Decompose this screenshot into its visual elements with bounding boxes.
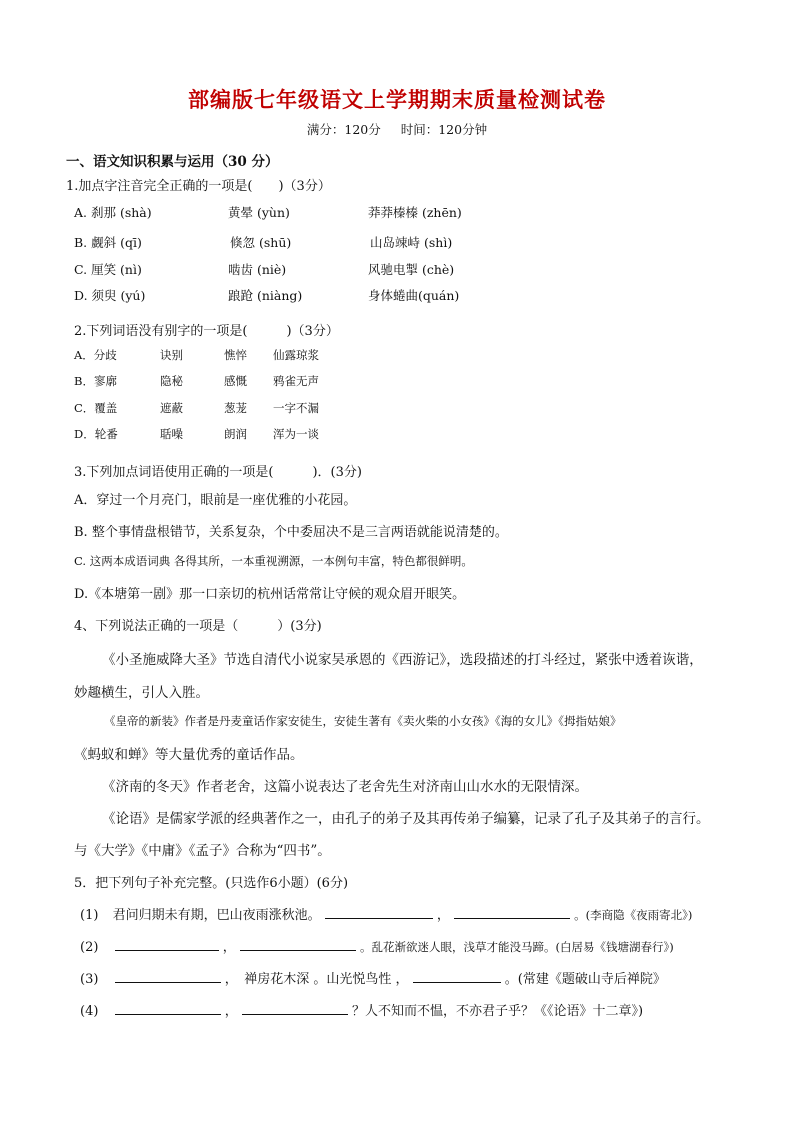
q1-opt-d1: D. 须臾 (yú) [74, 288, 146, 303]
full-score: 满分：120分 [306, 122, 381, 137]
q4-para1-line1: 《小圣施威降大圣》节选自清代小说家吴承恩的《西游记》，选段描述的打斗经过，紧张中透着诙谐， [102, 652, 703, 668]
q2-opt-a2: 诀别 [160, 348, 183, 362]
exam-info [0, 120, 794, 138]
q2-opt-a4: 仙露琼浆 [273, 348, 319, 362]
q1-opt-d3: 身体蜷曲(quán) [368, 288, 460, 303]
q4-stem: 4、下列说法正确的一项是（ ）(3分) [74, 619, 322, 634]
q2-opt-d2: 聒噪 [160, 427, 183, 441]
q2-stem: 2.下列词语没有别字的一项是( )（3分） [74, 324, 339, 339]
q3-opt-b: B. 整个事情盘根错节，关系复杂，个中委屈决不是三言两语就能说清楚的。 [74, 525, 508, 540]
q3-stem: 3.下列加点词语使用正确的一项是( )．(3分) [74, 465, 362, 480]
q5-line2-text: 。乱花渐欲迷人眼，浅草才能没马蹄。(白居易《钱塘湖春行》) [360, 940, 674, 954]
q1-opt-a2: 黄晕 (yùn) [228, 205, 290, 220]
q5-line-3 [80, 968, 666, 987]
q2-opt-d4: 浑为一谈 [273, 427, 319, 441]
q5-line1-blank-a[interactable] [325, 906, 433, 919]
q5-line1-blank-b[interactable] [454, 906, 570, 919]
q5-line4-text: ？人不知而不愠，不亦君子乎？《《论语》十二章》) [352, 1004, 644, 1019]
q2-opt-b2: 隐秘 [160, 374, 183, 388]
q1-opt-c1: C. 厘笑 (nì) [74, 262, 142, 277]
q2-opt-d3: 朗润 [224, 427, 247, 441]
q2-opt-a3: 憔悴 [224, 348, 247, 362]
q5-line-2 [80, 936, 674, 955]
q5-stem: 5．把下列句子补充完整。(只选作6小题）(6分) [74, 876, 349, 891]
q2-opt-c3: 葱茏 [224, 401, 247, 415]
q1-opt-b1: B. 觑斜 (qī) [74, 235, 142, 250]
q5-line4-sep: ， [224, 1004, 238, 1019]
q1-opt-c3: 风驰电掣 (chè) [368, 262, 455, 277]
q4-para2-line1: 《皇帝的新装》作者是丹麦童话作家安徒生，安徒生著有《卖火柴的小女孩》《海的女儿》《拇指姑娘》 [104, 714, 622, 728]
exam-time: 时间：120分钟 [400, 122, 488, 137]
q2-opt-b4: 鸦雀无声 [273, 374, 319, 388]
q3-opt-a: A．穿过一个月亮门，眼前是一座优雅的小花园。 [74, 493, 357, 508]
q5-line4-num: (4) [80, 1004, 99, 1019]
q1-opt-b3: 山岛竦峙 (shì) [370, 235, 453, 250]
q1-opt-b2: 倏忽 (shū) [230, 235, 292, 250]
q2-opt-b1: B．寥廓 [74, 374, 117, 388]
q5-line1-source: 。(李商隐《夜雨寄北》) [574, 908, 693, 922]
q5-line2-sep: ， [222, 940, 236, 955]
q5-line1-num: (1) [80, 908, 99, 923]
q1-opt-d2: 踉跄 (niàng) [228, 288, 303, 303]
q5-line2-num: (2) [80, 940, 99, 955]
q5-line4-blank-b[interactable] [242, 1002, 348, 1015]
q4-para2-line2: 《蚂蚁和蝉》等大量优秀的童话作品。 [74, 747, 304, 763]
page-title: 部编版七年级语文上学期期末质量检测试卷 [188, 88, 606, 112]
q5-line2-blank-a[interactable] [115, 938, 219, 951]
q5-line3-blank-b[interactable] [413, 970, 501, 983]
q4-para3: 《济南的冬天》作者老舍，这篇小说表达了老舍先生对济南山山水水的无限情深。 [102, 779, 588, 795]
q5-line2-blank-b[interactable] [240, 938, 356, 951]
q5-line3-text: ， 禅房花木深 。山光悦鸟性 ， [224, 972, 409, 987]
q2-opt-c4: 一字不漏 [273, 401, 319, 415]
q1-opt-c2: 啮齿 (niè) [228, 262, 287, 277]
q3-opt-c: C. 这两本成语词典 各得其所，一本重视溯源，一本例句丰富，特色都很鲜明。 [74, 554, 473, 568]
q2-opt-b3: 感慨 [224, 374, 247, 388]
q2-opt-d1: D．轮番 [74, 427, 118, 441]
q5-line1-sep: ， [436, 908, 450, 923]
q5-line-4 [80, 1000, 643, 1019]
q2-opt-c1: C．覆盖 [74, 401, 118, 415]
q4-para1-line2: 妙趣横生，引人入胜。 [74, 685, 209, 701]
q4-para4-line2: 与《大学》《中庸》《孟子》合称为“四书”。 [74, 843, 331, 859]
q5-line3-source: 。(常建《题破山寺后禅院》 [504, 972, 666, 987]
q5-line3-num: (3) [80, 972, 99, 987]
q2-opt-c2: 遮蔽 [160, 401, 183, 415]
q4-para4-line1: 《论语》是儒家学派的经典著作之一，由孔子的弟子及其再传弟子编纂，记录了孔子及其弟子的言行。 [102, 811, 710, 827]
q1-opt-a1: A. 刹那 (shà) [74, 205, 152, 220]
section-heading-1: 一、语文知识积累与运用（30 分） [66, 154, 279, 170]
q5-line-1 [80, 904, 692, 923]
q5-line1-text: 君问归期未有期，巴山夜雨涨秋池。 [112, 908, 321, 923]
q3-opt-d: D.《本塘第一剧》那一口亲切的杭州话常常让守候的观众眉开眼笑。 [74, 587, 466, 602]
q1-opt-a3: 莽莽榛榛 (zhēn) [368, 205, 462, 220]
q1-stem: 1.加点字注音完全正确的一项是( )（3分） [66, 179, 331, 194]
q5-line3-blank-a[interactable] [115, 970, 221, 983]
q2-opt-a1: A．分歧 [74, 348, 117, 362]
q5-line4-blank-a[interactable] [115, 1002, 221, 1015]
